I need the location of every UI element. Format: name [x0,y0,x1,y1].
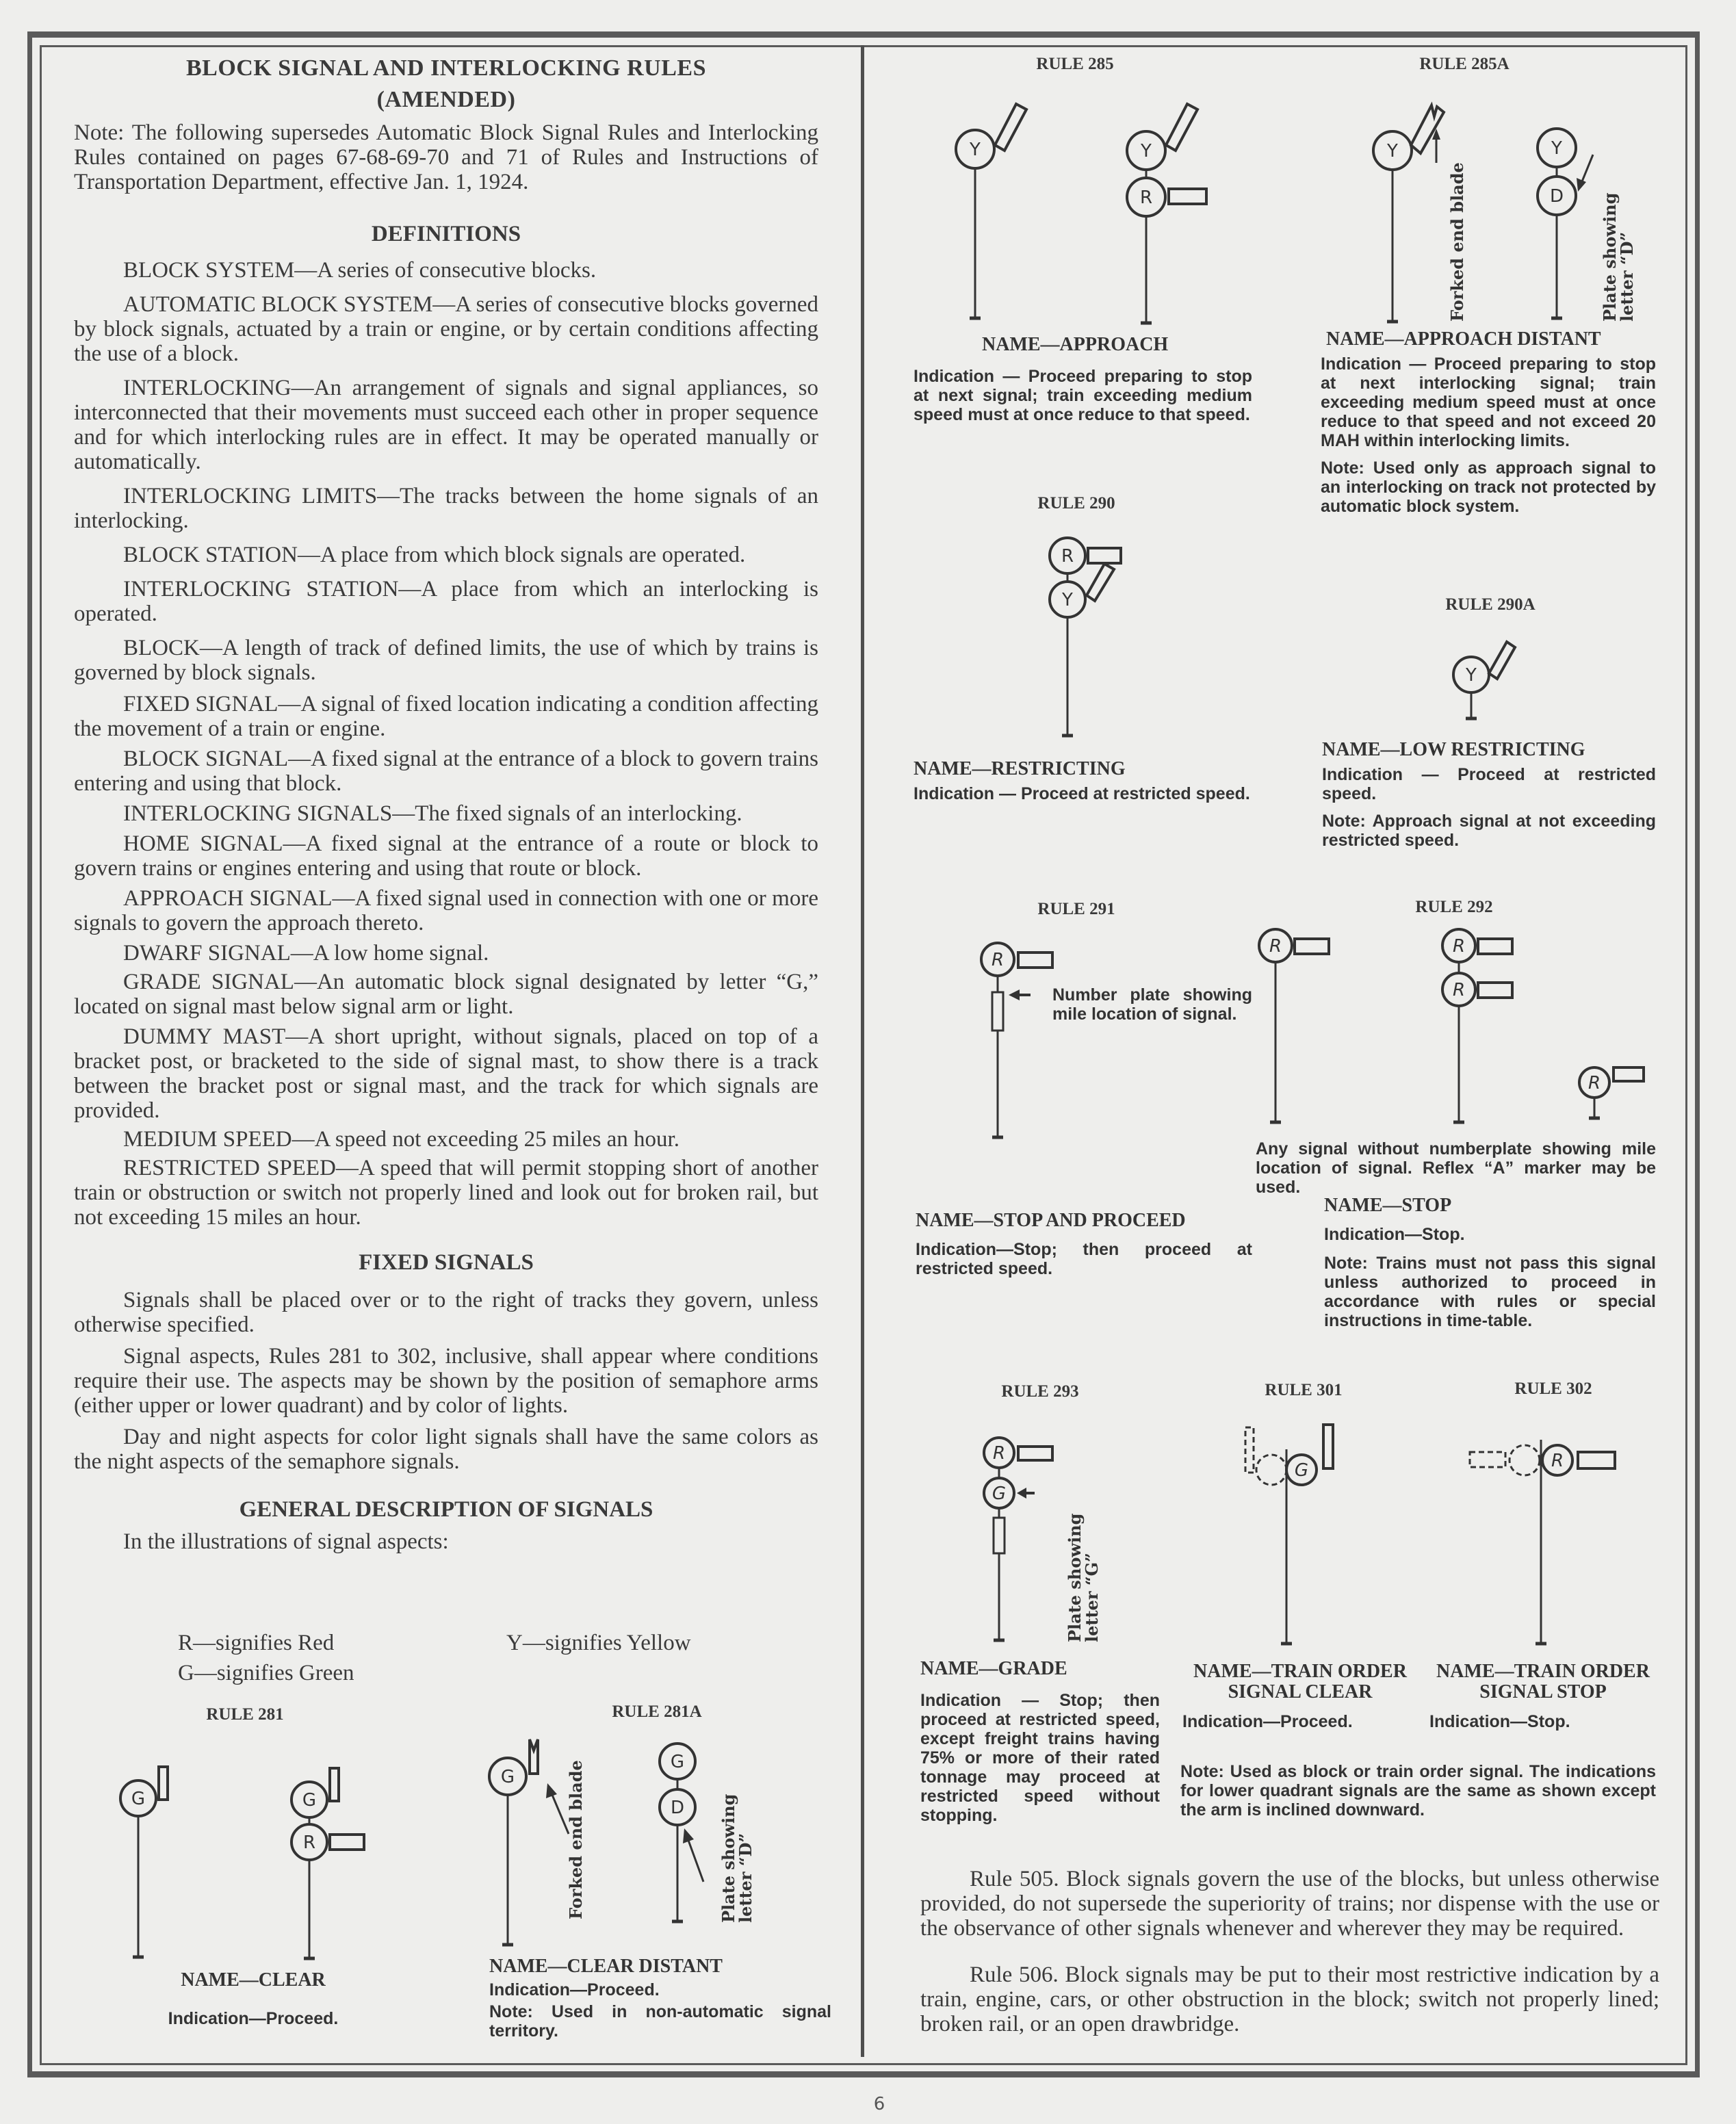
number-plate [992,992,1003,1031]
dummy-arm-dashed [1245,1427,1254,1473]
rule-292-signal-high [1245,924,1341,1136]
closing-rules [920,1867,1659,2036]
signal-letter: R [1269,936,1282,957]
rule-285a-caption [1321,330,1656,524]
page-number: 6 [873,2094,885,2114]
rule-292-dwarf-signal [1567,1054,1649,1129]
semaphore-arm-horizontal [1295,939,1329,954]
signal-letter: G [302,1790,317,1811]
definition-dummy-mast: DUMMY MAST—A short upright, without signals, placed on top of a bracket post, or bracketed to the side of signal mast, to show there is a track between the bracket post or signal mast, and the track for which signals are provided. [74,1024,818,1123]
dummy-arm-dashed [1470,1452,1505,1467]
semaphore-arm-inclined [995,104,1026,151]
general-description-intro: In the illustrations of signal aspects: [123,1529,449,1554]
rule-290-name: NAME—RESTRICTING [914,758,1126,779]
signal-letter: Y [1141,141,1152,161]
rule-293-label: RULE 293 [1001,1382,1079,1401]
signal-letter: G [1294,1460,1309,1481]
rule-302-label: RULE 302 [1514,1380,1592,1398]
definition-interlocking-limits: INTERLOCKING LIMITS—The tracks between the home signals of an interlocking. [74,484,818,533]
rule-301-indication: Indication—Proceed. [1182,1712,1353,1731]
rule-290-indication: Indication — Proceed at restricted speed. [914,784,1250,803]
rule-281-label: RULE 281 [206,1705,284,1724]
signal-letter: G [500,1767,515,1787]
rule-301-label: RULE 301 [1265,1381,1343,1399]
semaphore-arm-horizontal [330,1835,364,1850]
legend-green: G—signifies Green [178,1661,354,1685]
definition-interlocking-signals: INTERLOCKING SIGNALS—The fixed signals of an interlocking. [123,801,742,826]
semaphore-arm-horizontal [1169,189,1206,204]
rule-301-name: NAME—TRAIN ORDER SIGNAL CLEAR [1193,1661,1407,1702]
rule-281a-signal-forked [479,1731,575,1957]
legend-red: R—signifies Red [178,1631,335,1655]
rule-302-signal [1458,1437,1649,1656]
rule-281a-plate-callout: Plate showing letter “D” [718,1793,755,1923]
definition-grade-signal: GRADE SIGNAL—An automatic block signal designated by letter “G,” located on signal mast below signal arm or light. [74,970,818,1019]
semaphore-arm-horizontal [1088,548,1121,563]
callout-arrowhead [546,1783,557,1798]
signal-letter: Y [1466,665,1477,686]
signal-letter: Y [970,140,981,160]
definition-block-station: BLOCK STATION—A place from which block signals are operated. [123,543,746,567]
rule-285a-plate-callout: Plate showing letter “D” [1600,192,1637,322]
definition-approach-signal: APPROACH SIGNAL—A fixed signal used in connection with one or more signals to govern the approach thereto. [74,886,818,935]
signal-letter: R [1452,936,1466,957]
fixed-signals-colors: Day and night aspects for color light signals shall have the same colors as the night aspects of the semaphore signals. [74,1425,818,1474]
rule-302-indication: Indication—Stop. [1429,1712,1570,1731]
rule-291-indication: Indication—Stop; then proceed at restricted speed. [916,1240,1252,1278]
rule-292-signal-double [1430,924,1526,1136]
definitions-heading: DEFINITIONS [371,222,521,246]
rule-281a-label: RULE 281A [612,1702,702,1721]
signal-letter: G [131,1789,146,1809]
rule-281-signal-single [116,1752,198,1964]
definitions-list [74,258,818,1230]
number-plate [994,1518,1005,1553]
definition-automatic-block-system: AUTOMATIC BLOCK SYSTEM—A series of consecutive blocks governed by block signals, actuated by a train or engine, or by certain conditions affecting the use of a block. [74,292,818,366]
semaphore-arm-horizontal [1614,1067,1644,1081]
callout-arrow [1581,155,1593,185]
rule-292-caption [1324,1196,1656,1338]
callout-arrowhead [683,1828,694,1843]
signal-letter: R [1452,980,1466,1000]
rule-302-name: NAME—TRAIN ORDER SIGNAL STOP [1436,1661,1650,1702]
column-divider [861,45,864,2057]
rule-285a-blade-callout: Forked end blade [1447,162,1467,322]
definition-medium-speed: MEDIUM SPEED—A speed not exceeding 25 miles an hour. [123,1127,679,1152]
definition-block-system: BLOCK SYSTEM—A series of consecutive blocks. [123,258,597,283]
page-subtitle: (AMENDED) [376,87,516,112]
rule-302-caption [1427,1661,1659,1739]
rule-281-indication: Indication—Proceed. [168,2009,339,2028]
callout-arrowhead [1017,1488,1026,1499]
rule-290a-caption [1322,740,1656,858]
rule-281-name: NAME—CLEAR [181,1969,326,1991]
rule-293-signal [965,1423,1061,1656]
rule-292-note: Note: Trains must not pass this signal unless authorized to proceed in accordance with rules or special instructions in time-table. [1324,1254,1656,1330]
semaphore-arm-horizontal [1018,953,1052,968]
semaphore-arm-inclined [1087,564,1114,601]
dummy-light-dashed [1510,1445,1540,1475]
signal-letter: R [1588,1073,1601,1093]
rule-285-name: NAME—APPROACH [982,334,1169,355]
rule-292-remark: Any signal without numberplate showing mile location of signal. Reflex “A” marker may be used. [1256,1139,1656,1197]
callout-arrowhead [1577,178,1586,192]
semaphore-arm-vertical [1323,1425,1333,1468]
signal-letter: R [991,950,1005,970]
rule-285-signal-double [1115,82,1239,335]
forked-end-blade [1411,105,1444,153]
rule-281-signal-double [287,1752,397,1964]
definition-restricted-speed: RESTRICTED SPEED—A speed that will permit stopping short of another train or obstruction or switch not properly lined and look out for broken rail, but not exceeding 15 miles an hour. [74,1156,818,1230]
rule-290a-note: Note: Approach signal at not exceeding restricted speed. [1322,812,1656,850]
rule-290a-dwarf-signal [1437,636,1519,732]
rule-292-label: RULE 292 [1415,898,1493,916]
rule-281a-name: NAME—CLEAR DISTANT [489,1956,723,1977]
rule-290a-indication: Indication — Proceed at restricted speed. [1322,765,1656,803]
definition-fixed-signal: FIXED SIGNAL—A signal of fixed location indicating a condition affecting the movement of a train or engine. [74,692,818,741]
rule-281a-indication: Indication—Proceed. [489,1980,660,1999]
supersede-note: Note: The following supersedes Automatic Block Signal Rules and Interlocking Rules contained on pages 67-68-69-70 and 71 of Rules and Instructions of Transportation Department, effective Jan. 1, 1924. [74,120,818,194]
rule-285a-indication: Indication — Proceed preparing to stop at next interlocking signal; train exceeding medium speed must at once reduce to that speed and not exceed 20 MAH within interlocking limits. [1321,354,1656,450]
rule-290-signal [1033,527,1129,746]
signal-letter: R [302,1832,316,1853]
rule-281a-caption [489,1957,831,2049]
rule-285-indication: Indication — Proceed preparing to stop at next signal; train exceeding medium speed must at once reduce to that speed. [914,367,1252,424]
rule-290-caption [914,760,1252,812]
rule-285-signal-single [944,82,1040,328]
semaphore-arm-horizontal [1578,1452,1615,1468]
rule-293-indication: Indication — Stop; then proceed at restricted speed, except freight trains having 75% or more of their rated tonnage may proceed at restricted speed without stopping. [920,1691,1160,1825]
rule-301-302-note: Note: Used as block or train order signal. The indications for lower quadrant signals are the same as shown except the arm is inclined downward. [1180,1762,1656,1819]
forked-end-blade [530,1739,538,1774]
semaphore-arm-horizontal [1018,1447,1052,1460]
definition-interlocking-station: INTERLOCKING STATION—A place from which an interlocking is operated. [74,577,818,626]
signal-letter: R [1551,1451,1564,1471]
semaphore-arm-horizontal [1478,939,1512,954]
rule-285-label: RULE 285 [1036,55,1114,73]
rule-281a-note: Note: Used in non-automatic signal territory. [489,2002,831,2041]
definition-interlocking: INTERLOCKING—An arrangement of signals and signal appliances, so interconnected that their movements must succeed each other in proper sequence and for which interlocking rules are in effect. It may be operated manually or automatically. [74,376,818,474]
signal-letter: G [992,1484,1007,1504]
rule-292-name: NAME—STOP [1324,1195,1452,1216]
signal-letter: Y [1387,141,1398,161]
rule-301-signal [1232,1416,1369,1656]
signal-letter: Y [1062,590,1073,610]
rule-293-name: NAME—GRADE [920,1658,1067,1679]
signal-letter: Y [1551,138,1562,159]
signal-letter: R [992,1443,1006,1464]
rule-290-label: RULE 290 [1037,494,1115,513]
semaphore-arm-inclined [1489,642,1515,679]
fixed-signals-aspects: Signal aspects, Rules 281 to 302, inclusive, shall appear where conditions require their use. The aspects may be shown by the position of semaphore arms (either upper or lower quadrant) and by color of lights. [74,1344,818,1418]
semaphore-arm-vertical [159,1767,168,1800]
signal-letter: R [1061,546,1074,567]
signal-letter: G [670,1752,685,1772]
semaphore-arm-horizontal [1478,983,1512,998]
callout-arrowhead [1009,989,1020,1000]
rule-285a-name: NAME—APPROACH DISTANT [1326,328,1601,350]
rule-291-name: NAME—STOP AND PROCEED [916,1210,1186,1231]
left-column [74,53,818,1554]
definition-home-signal: HOME SIGNAL—A fixed signal at the entrance of a route or block to govern trains or engines entering and using that route or block. [74,831,818,881]
callout-arrow [687,1837,703,1882]
page-title: BLOCK SIGNAL AND INTERLOCKING RULES [185,55,706,81]
definition-block: BLOCK—A length of track of defined limits, the use of which by trains is governed by block signals. [74,636,818,685]
rule-290a-label: RULE 290A [1445,595,1536,614]
rule-506: Rule 506. Block signals may be put to their most restrictive indication by a train, engine, cars, or other obstruction in the block; switch not properly lined; broken rail, or an open drawbridge. [920,1963,1659,2036]
rule-293-plate-callout: Plate showing letter “G” [1065,1513,1102,1642]
rule-291-plate-callout: Number plate showing mile location of signal. [1052,985,1252,1024]
rule-291-caption [916,1211,1252,1286]
rule-293-caption [920,1659,1160,1833]
legend-yellow: Y—signifies Yellow [506,1631,691,1655]
rule-281a-blade-callout: Forked end blade [566,1760,586,1919]
rule-285a-note: Note: Used only as approach signal to an interlocking on track not protected by automatic block system. [1321,458,1656,516]
rule-301-caption [1177,1661,1423,1739]
dummy-light-dashed [1256,1455,1286,1485]
rule-281-caption [151,1971,356,2036]
rule-285a-label: RULE 285A [1419,55,1510,73]
fixed-signals-placement: Signals shall be placed over or to the right of tracks they govern, unless otherwise specified. [74,1288,818,1337]
rule-290a-name: NAME—LOW RESTRICTING [1322,739,1585,760]
rule-291-signal [965,931,1061,1150]
semaphore-arm-vertical [330,1768,339,1801]
rule-505: Rule 505. Block signals govern the use of the blocks, but unless otherwise provided, do not supersede the superiority of trains; nor dispense with the use or the observance of other signals whenever and wherever they may be required. [920,1867,1659,1941]
definition-dwarf-signal: DWARF SIGNAL—A low home signal. [123,941,489,966]
signal-letter: D [1549,186,1564,207]
semaphore-arm-inclined [1166,104,1197,151]
rule-291-label: RULE 291 [1037,900,1115,918]
signal-letter: D [670,1798,685,1818]
rule-285-caption [914,335,1252,432]
general-description-heading: GENERAL DESCRIPTION OF SIGNALS [239,1497,653,1522]
fixed-signals-heading: FIXED SIGNALS [359,1250,534,1275]
signal-letter: R [1139,187,1153,208]
rule-285a-signal-forked [1362,82,1458,328]
definition-block-signal: BLOCK SIGNAL—A fixed signal at the entrance of a block to govern trains entering and using that block. [74,747,818,796]
rule-292-indication: Indication—Stop. [1324,1225,1465,1244]
